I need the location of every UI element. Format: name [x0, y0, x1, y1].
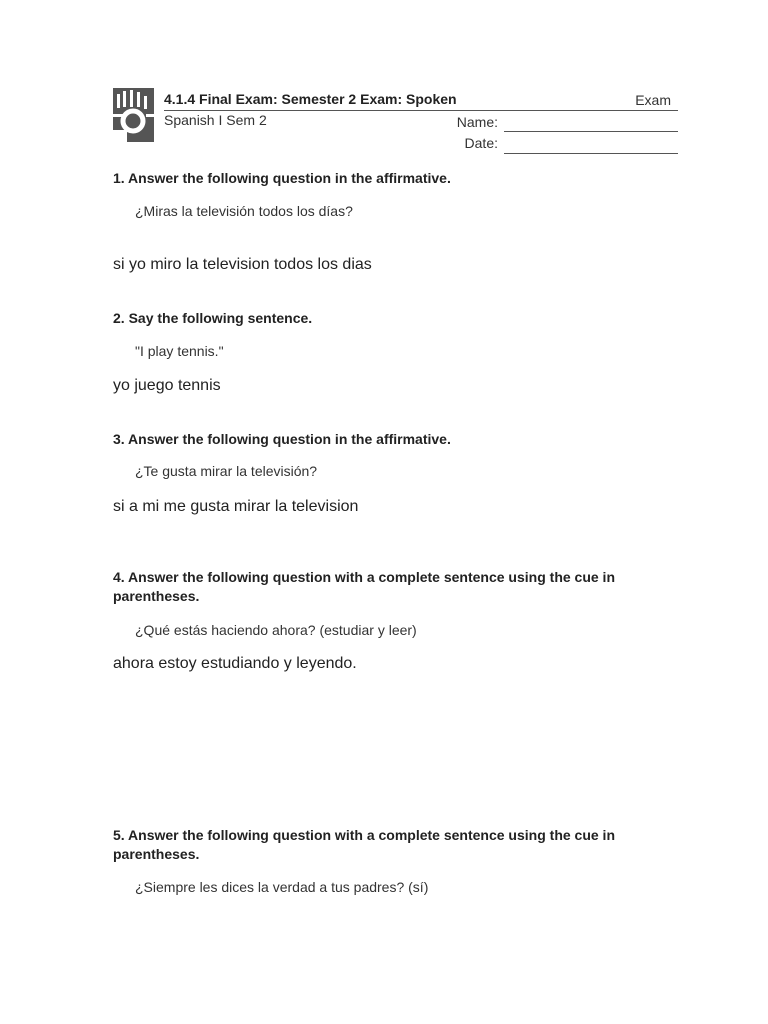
exam-type-label: Exam — [635, 92, 671, 108]
question-3-answer: si a mi me gusta mirar la television — [113, 498, 359, 515]
question-1-title: 1. Answer the following question in the affirmative. — [113, 170, 451, 186]
question-5-prompt: ¿Siempre les dices la verdad a tus padres? (sí) — [135, 879, 429, 895]
date-field[interactable] — [504, 153, 678, 154]
question-1-answer: si yo miro la television todos los dias — [113, 256, 372, 273]
question-4-answer: ahora estoy estudiando y leyendo. — [113, 655, 357, 672]
question-2-prompt: "I play tennis." — [135, 343, 224, 359]
question-4-prompt: ¿Qué estás haciendo ahora? (estudiar y leer) — [135, 622, 417, 638]
date-label: Date: — [464, 135, 498, 151]
question-4-title: 4. Answer the following question with a complete sentence using the cue in parentheses. — [113, 569, 615, 604]
question-3-prompt: ¿Te gusta mirar la televisión? — [135, 463, 318, 479]
question-2-title: 2. Say the following sentence. — [113, 310, 313, 326]
question-3-title: 3. Answer the following question in the affirmative. — [113, 431, 451, 447]
question-2-answer: yo juego tennis — [113, 377, 221, 394]
exam-title: 4.1.4 Final Exam: Semester 2 Exam: Spoken — [164, 91, 457, 107]
question-1-prompt: ¿Miras la televisión todos los días? — [135, 203, 353, 219]
name-label: Name: — [456, 114, 498, 130]
question-5-title: 5. Answer the following question with a complete sentence using the cue in parentheses. — [113, 827, 615, 862]
course-name: Spanish I Sem 2 — [164, 112, 267, 128]
name-field[interactable] — [504, 131, 678, 132]
school-logo-icon — [113, 88, 154, 142]
header-divider — [164, 110, 678, 111]
